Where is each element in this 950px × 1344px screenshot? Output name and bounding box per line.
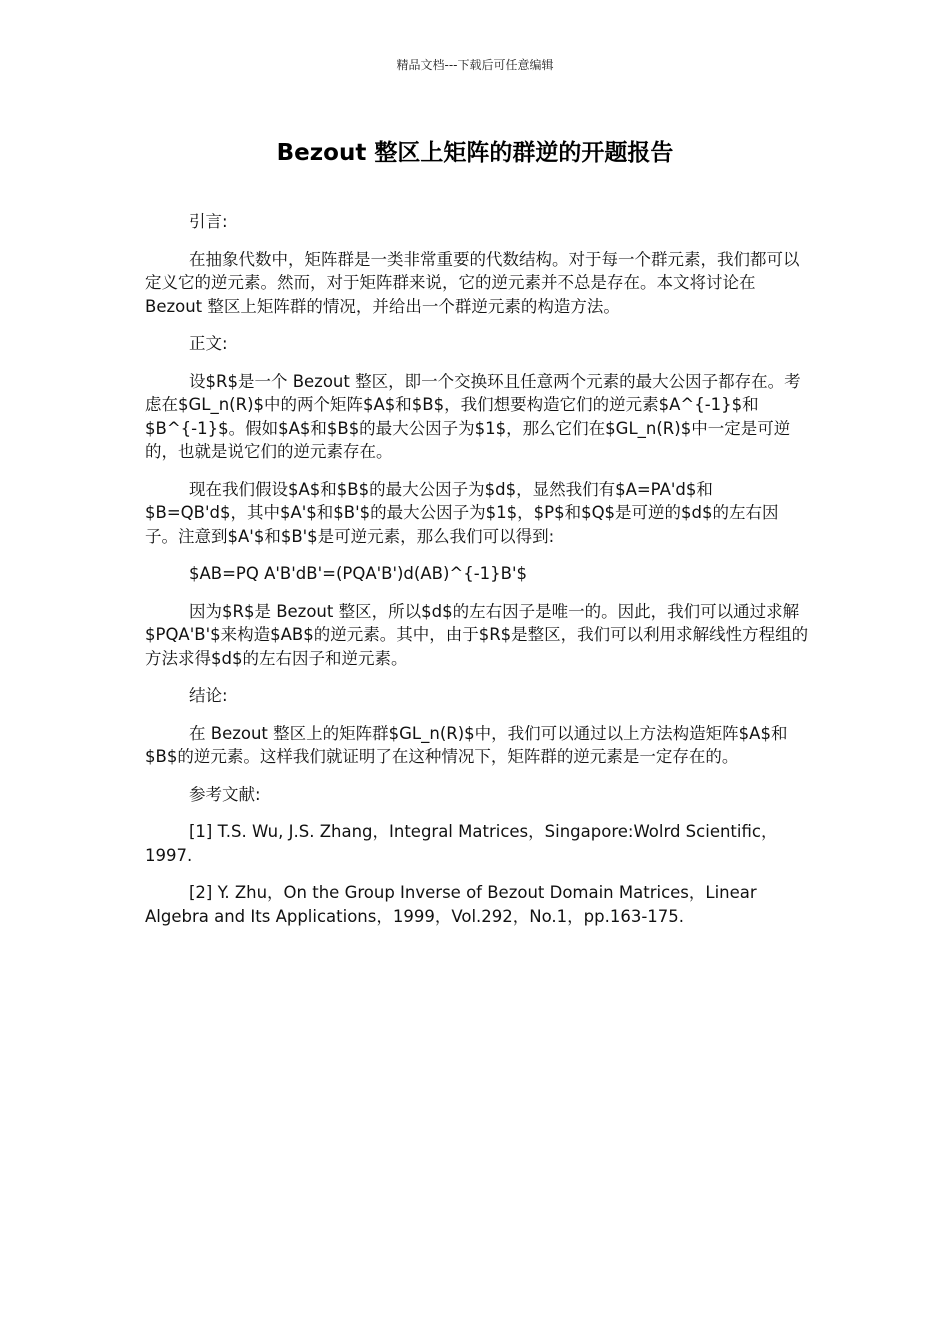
section-heading-references: 参考文献: — [189, 784, 261, 804]
document-title: Bezout 整区上矩阵的群逆的开题报告 — [276, 140, 674, 166]
formula-line: $AB=PQ A'B'dB'=(PQA'B')d(AB)^{-1}B'$ — [189, 564, 528, 583]
document-body — [145, 210, 809, 942]
main-text-paragraph: 设$R$是一个 Bezout 整区，即一个交换环且任意两个元素的最大公因子都存在。考虑在$GL_n(R)$中的两个矩阵$A$和$B$，我们想要构造它们的逆元素$A^{-1}$和$B^{-1}$。假如$A$和$B$的最大公因子为$1$，那么它们在$GL_n(R)$中一定是可逆的，也就是说它们的逆元素存在。 — [145, 371, 801, 461]
main-text-paragraph: 因为$R$是 Bezout 整区，所以$d$的左右因子是唯一的。因此，我们可以通过求解$PQA'B'$来构造$AB$的逆元素。其中，由于$R$是整区，我们可以利用求解线性方程组的方法求得$d$的左右因子和逆元素。 — [145, 601, 809, 668]
section-heading-conclusion: 结论: — [189, 686, 228, 705]
reference-item: [1] T.S. Wu, J.S. Zhang，Integral Matrices，Singapore:Wolrd Scientific，1997. — [145, 822, 778, 865]
conclusion-paragraph: 在 Bezout 整区上的矩阵群$GL_n(R)$中，我们可以通过以上方法构造矩阵$A$和$B$的逆元素。这样我们就证明了在这种情况下，矩阵群的逆元素是一定存在的。 — [145, 723, 788, 766]
reference-item: [2] Y. Zhu，On the Group Inverse of Bezout Domain Matrices，Linear Algebra and Its Applications，1999，Vol.292，No.1，pp.163-175. — [145, 883, 757, 926]
section-heading-introduction: 引言: — [189, 212, 228, 231]
main-text-paragraph: 现在我们假设$A$和$B$的最大公因子为$d$，显然我们有$A=PA'd$和$B=QB'd$，其中$A'$和$B'$的最大公因子为$1$，$P$和$Q$是可逆的$d$的左右因子。注意到$A'$和$B'$是可逆元素，那么我们可以得到: — [145, 479, 779, 546]
section-heading-main-text: 正文: — [189, 334, 228, 353]
header-note: 精品文档---下载后可任意编辑 — [396, 58, 554, 72]
introduction-paragraph: 在抽象代数中，矩阵群是一类非常重要的代数结构。对于每一个群元素，我们都可以定义它的逆元素。然而，对于矩阵群来说，它的逆元素并不总是存在。本文将讨论在 Bezout 整区上矩阵群的情况，并给出一个群逆元素的构造方法。 — [145, 249, 800, 316]
